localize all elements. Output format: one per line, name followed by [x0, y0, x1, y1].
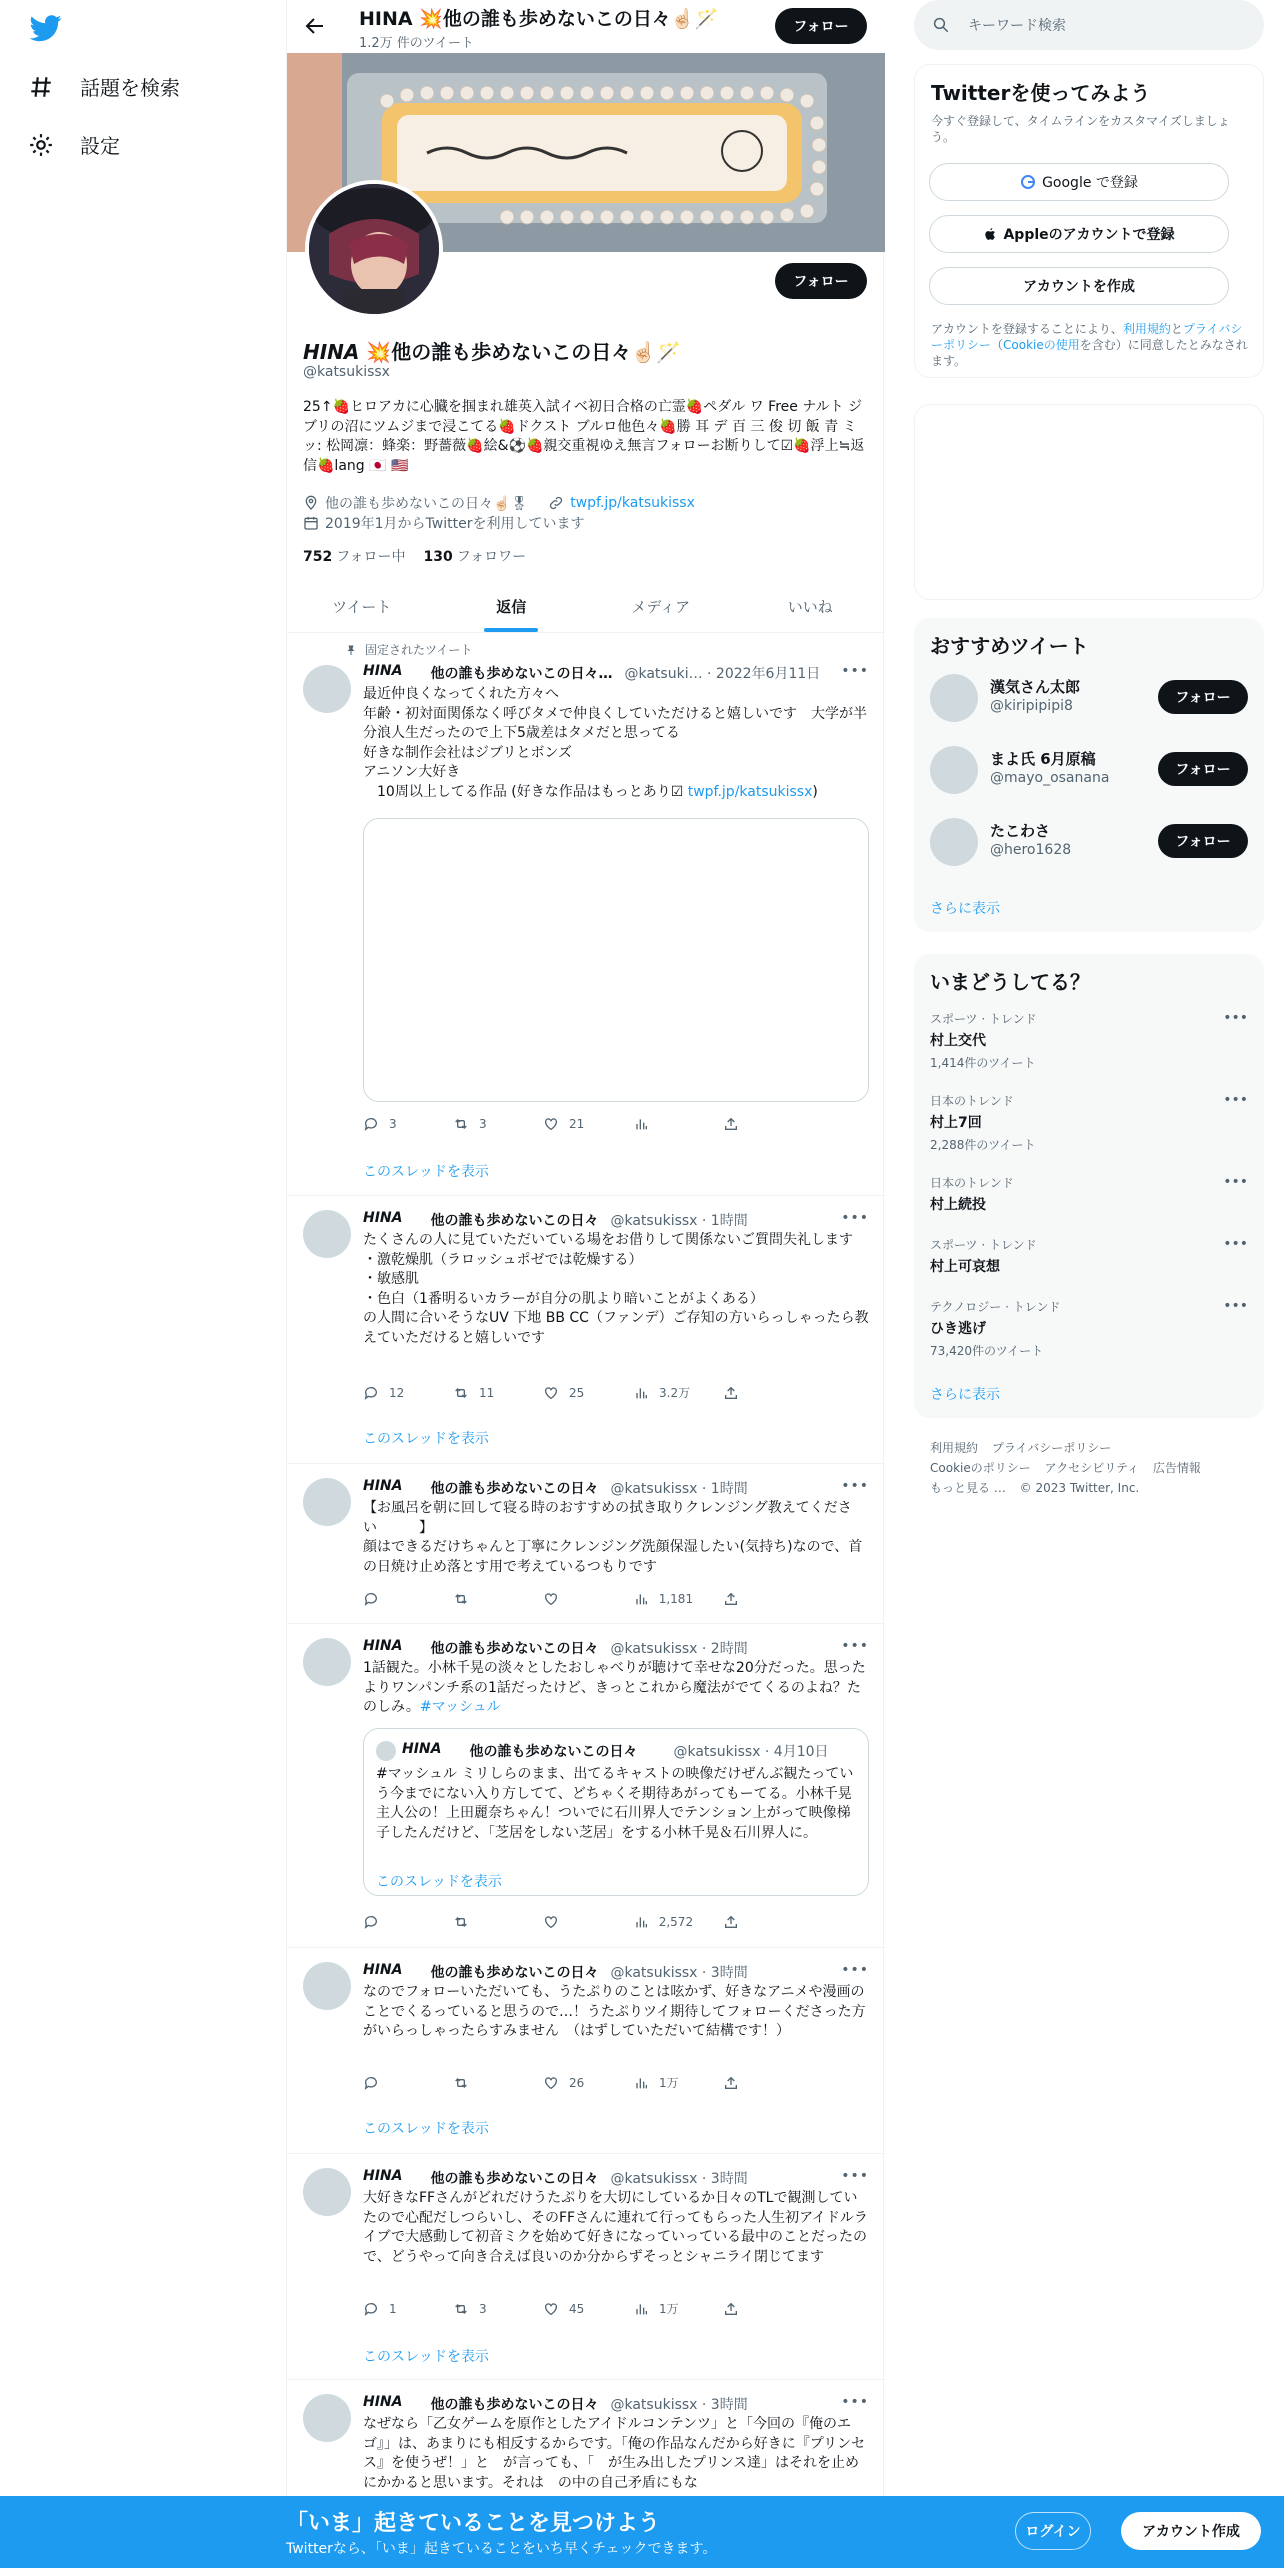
header-tweet-count: 1.2万 件のツイート — [359, 36, 474, 51]
tweet-header — [363, 1962, 869, 1982]
share-button[interactable] — [723, 1591, 783, 1607]
hashtag-icon — [28, 74, 54, 100]
footer-link[interactable]: 広告情報 — [1152, 1461, 1201, 1475]
create-account-button[interactable]: アカウントを作成 — [929, 267, 1229, 305]
like-button[interactable] — [543, 1914, 603, 1930]
reply-button[interactable] — [363, 1591, 423, 1607]
avatar[interactable] — [303, 2394, 351, 2442]
tweet-text — [363, 685, 869, 802]
tab-media[interactable]: メディア — [631, 597, 691, 616]
tweet-author-name[interactable]: 他の誰も歩めないこの日々 — [430, 1213, 599, 1229]
pinned-indicator — [363, 641, 472, 658]
share-icon — [723, 1591, 739, 1607]
tweet-author-italic[interactable]: HINA — [363, 663, 403, 679]
profile-follow-button[interactable]: フォロー — [775, 263, 867, 299]
pinned-label: 固定されたツイート — [365, 643, 473, 657]
quote-meta: @katsukissx · 4月10日 — [673, 1744, 829, 1760]
tweet-line: たくさんの人に見ていただいている場をお借りして関係ないご質問失礼します — [363, 1232, 853, 1248]
search-icon — [932, 16, 950, 34]
more-options-icon[interactable]: ••• — [841, 1638, 869, 1654]
google-icon — [1020, 174, 1036, 190]
tweet-text — [363, 1231, 869, 1348]
tweet-actions — [363, 2074, 783, 2091]
trend-title: 村上可哀想 — [930, 1259, 1000, 1275]
location-icon — [303, 495, 319, 511]
avatar[interactable] — [303, 665, 351, 713]
copyright: © 2023 Twitter, Inc. — [1019, 1481, 1140, 1495]
legal-prefix: アカウントを登録することにより、 — [931, 322, 1123, 336]
recommend-user-handle: @kiripipipi8 — [990, 698, 1073, 714]
tweet-actions — [363, 1116, 783, 1132]
footer-link[interactable]: 利用規約 — [930, 1441, 979, 1455]
heart-icon — [543, 2301, 559, 2317]
followers-label: フォロワー — [456, 549, 527, 565]
trends-show-more-link[interactable]: さらに表示 — [930, 1387, 1000, 1403]
tweet-line: 大好きなFFさんがどれだけうたぷりを大切にしているか日々のTLで観測していたので心配だしつらいし、そのFFさんに連れて行ってもらった人生初アイドルライブで大感動して初音ミクを始めて好きになっていっている最中のことだったので、どうやって向き合えば良いのか分からずそっとシャニライ閉じてます — [363, 2190, 868, 2265]
profile-website-link[interactable]: twpf.jp/katsukissx — [570, 495, 695, 511]
tab-likes[interactable]: いいね — [787, 597, 833, 616]
profile-joined-row — [303, 513, 584, 533]
tweet-text — [363, 1659, 869, 1718]
footer-link[interactable]: もっと見る … — [930, 1481, 1006, 1495]
retweet-button[interactable] — [453, 1914, 513, 1930]
tweet-header — [363, 1638, 869, 1658]
google-signup-button[interactable] — [929, 163, 1229, 201]
hashtag-link[interactable]: #マッシュル — [419, 1699, 501, 1715]
recommend-follow-button[interactable]: フォロー — [1158, 824, 1248, 858]
tweet-author-name[interactable]: 他の誰も歩めないこの日々 — [430, 1965, 599, 1981]
tweet-line: ・激乾燥肌（ラロッシュポゼでは乾燥する） — [363, 1251, 643, 1268]
tweet-line: アニソン大好き — [363, 764, 461, 780]
tweet-line: なのでフォローいただいても、うたぷりのことは呟かず、好きなアニメや漫画のことでくるっていると思うので…！うたぷりツイ期待してフォローくださった方がいらっしゃったらすみません （はずしていただいて結構です！） — [363, 1984, 866, 2039]
recommend-follow-button[interactable]: フォロー — [1158, 752, 1248, 786]
tweet-meta[interactable]: @katsukissx · 1時間 — [610, 1213, 748, 1229]
tab-tweets[interactable]: ツイート — [332, 597, 392, 616]
nav-explore[interactable] — [28, 72, 180, 101]
reply-button[interactable] — [363, 1384, 423, 1401]
like-count: 26 — [569, 2075, 585, 2090]
tweet-header — [363, 663, 869, 683]
signup-banner — [0, 2496, 1284, 2568]
trends-title: いまどうしてる？ — [930, 970, 1090, 994]
reply-icon — [363, 2301, 379, 2317]
share-button[interactable] — [723, 1116, 783, 1132]
legal-suffix: を含む）に同意したとみなされます。 — [931, 338, 1248, 368]
terms-link[interactable]: 利用規約 — [1122, 322, 1171, 336]
tweet-text — [363, 1499, 869, 1577]
tweet-item[interactable] — [287, 633, 885, 1196]
header-title: HINA 💥他の誰も歩めないこの日々☝🏻🪄 — [359, 8, 719, 30]
apple-signup-button[interactable] — [929, 215, 1229, 253]
more-options-icon[interactable]: ••• — [841, 1210, 869, 1226]
heart-icon — [543, 1591, 559, 1607]
like-button[interactable] — [543, 1116, 603, 1132]
tweet-author-name[interactable]: 他の誰も歩めないこの日々… — [430, 666, 613, 682]
more-options-icon[interactable]: ••• — [1223, 1092, 1248, 1108]
trend-count: 1,414件のツイート — [930, 1056, 1036, 1070]
tweet-line-suffix: ) — [812, 783, 818, 800]
views-button[interactable] — [633, 1384, 693, 1401]
reply-icon — [363, 1914, 379, 1930]
trend-item[interactable] — [930, 1092, 1248, 1153]
heart-icon — [543, 2075, 559, 2091]
legal-paren: （ — [991, 338, 1004, 352]
heart-icon — [543, 1914, 559, 1930]
login-button[interactable]: ログイン — [1015, 2512, 1091, 2550]
share-icon — [723, 2075, 739, 2091]
tweet-author-name[interactable]: 他の誰も歩めないこの日々 — [430, 1641, 599, 1657]
legal-mid: と — [1170, 322, 1183, 336]
view-count: 3.2万 — [659, 1386, 691, 1400]
show-thread-link[interactable]: このスレッドを表示 — [363, 1164, 489, 1180]
tweet-meta[interactable]: @katsukissx · 2時間 — [610, 1641, 748, 1657]
reply-button[interactable] — [363, 1914, 423, 1930]
left-navigation — [0, 0, 286, 2568]
tweet-author-name[interactable]: 他の誰も歩めないこの日々 — [430, 2397, 599, 2413]
more-options-icon[interactable]: ••• — [1223, 1236, 1248, 1252]
trend-title: 村上交代 — [930, 1033, 986, 1049]
tweet-line-text: 10周以上してる作品 (好きな作品はもっとあり☑ — [363, 783, 688, 800]
trend-count: 73,420件のツイート — [930, 1344, 1044, 1358]
back-arrow-icon[interactable] — [303, 14, 327, 38]
tweet-line: ・敏感肌 — [363, 1271, 419, 1287]
share-button[interactable] — [723, 1384, 783, 1401]
retweet-icon — [453, 1591, 469, 1607]
followers-count: 130 — [423, 549, 453, 565]
main-column — [286, 0, 884, 2568]
reply-count: 12 — [389, 1385, 405, 1400]
share-icon — [723, 1385, 739, 1401]
retweet-button[interactable] — [453, 1384, 513, 1401]
tweet-author-name[interactable]: 他の誰も歩めないこの日々 — [430, 2171, 599, 2187]
tweet-header — [363, 2394, 869, 2414]
reply-button[interactable] — [363, 2074, 423, 2091]
more-options-icon[interactable]: ••• — [1223, 1010, 1248, 1026]
trend-category: 日本のトレンド — [930, 1176, 1014, 1190]
views-button[interactable] — [633, 2074, 693, 2091]
profile-avatar[interactable] — [305, 180, 443, 318]
google-signup-label: Google で登録 — [1042, 175, 1138, 191]
share-button[interactable] — [723, 1914, 783, 1930]
twitter-logo-icon[interactable] — [28, 12, 64, 44]
recommend-show-more-link[interactable]: さらに表示 — [930, 901, 1000, 917]
show-thread-link[interactable]: このスレッドを表示 — [363, 2349, 489, 2365]
tweet-line: 好きな制作会社はジブリとボンズ — [363, 744, 573, 761]
header-follow-button[interactable]: フォロー — [775, 8, 867, 44]
privacy-link[interactable]: プライバシーポリシー — [931, 322, 1243, 352]
footer-links — [930, 1438, 1248, 1498]
tweet-author-name[interactable]: 他の誰も歩めないこの日々 — [430, 1481, 599, 1497]
tweet-item[interactable] — [287, 1196, 885, 1464]
signup-button[interactable]: アカウント作成 — [1121, 2512, 1261, 2550]
trend-category: 日本のトレンド — [930, 1094, 1014, 1108]
avatar[interactable] — [930, 674, 978, 722]
tweet-line: 年齢・初対面関係なく呼びタメで仲良くしていただけると嬉しいです 大学が半分浪人生だったので上下5歳差はタメだと思ってる — [363, 705, 867, 741]
recommend-user-name: 漢気さん太郎 — [990, 678, 1081, 696]
retweet-icon — [453, 1914, 469, 1930]
tweet-meta[interactable]: @katsuki… · 2022年6月11日 — [624, 666, 821, 682]
tab-replies[interactable]: 返信 — [437, 580, 587, 632]
tweet-actions — [363, 1384, 783, 1401]
tweet-header — [363, 1210, 869, 1230]
following-stat[interactable] — [303, 546, 406, 566]
profile-header-bar — [287, 0, 885, 53]
views-button[interactable] — [633, 1591, 693, 1607]
tweet-media[interactable] — [363, 818, 869, 1102]
profile-name — [303, 336, 681, 365]
more-options-icon[interactable]: ••• — [841, 2168, 869, 2184]
banner-title: 「いま」起きていることを見つけよう — [286, 2511, 661, 2536]
quote-author-italic: HINA — [402, 1741, 442, 1757]
tweet-line: 顔はできるだけちゃんと丁寧にクレンジング洗顔保湿したい(気持ち)なので、首の日焼け止め落とす用で考えているつもりです — [363, 1539, 863, 1575]
share-button[interactable] — [723, 2300, 783, 2317]
tweet-meta[interactable]: @katsukissx · 1時間 — [610, 1481, 748, 1497]
tweet-line: 1話観た。小林千晃の淡々としたおしゃべりが聴けて幸せな20分だった。思ったよりワンパンチ系の1話だったけど、きっとこれから魔法がでてくるのよね？たのしみ。 — [363, 1660, 866, 1715]
views-button[interactable] — [633, 2300, 693, 2317]
view-count: 1,181 — [658, 1592, 694, 1606]
apple-icon — [983, 226, 997, 242]
tweet-line: の人間に合いそうなUV 下地 BB CC（ファンデ）ご存知の方いらっしゃったら教えていただけると嬉しいです — [363, 1310, 869, 1346]
recommend-user[interactable] — [930, 814, 1248, 868]
recommend-follow-button[interactable]: フォロー — [1158, 680, 1248, 714]
reply-icon — [363, 2075, 379, 2091]
retweet-button[interactable] — [453, 1116, 513, 1132]
trend-title: ひき逃げ — [930, 1321, 986, 1337]
show-thread-link[interactable]: このスレッドを表示 — [363, 2121, 489, 2137]
like-button[interactable] — [543, 1384, 603, 1401]
retweet-icon — [453, 2301, 469, 2317]
trend-item[interactable] — [930, 1298, 1248, 1359]
retweet-icon — [453, 2075, 469, 2091]
tweet-author-italic[interactable]: HINA — [363, 2394, 403, 2410]
footer-link[interactable]: アクセシビリティ — [1044, 1461, 1140, 1475]
retweet-count: 11 — [479, 1385, 495, 1400]
tweet-text — [363, 2415, 869, 2493]
like-count: 45 — [569, 2301, 585, 2316]
view-count: 2,572 — [658, 1915, 694, 1929]
heart-icon — [543, 1385, 559, 1401]
tweet-actions — [363, 2300, 783, 2317]
profile-name-rest: 💥他の誰も歩めないこの日々☝🏻🪄 — [359, 340, 682, 364]
avatar-image — [309, 184, 439, 314]
views-icon — [633, 2075, 649, 2091]
nav-settings[interactable] — [28, 130, 120, 159]
tweet-author-italic[interactable]: HINA — [363, 1638, 403, 1654]
profile-location: 他の誰も歩めないこの日々☝🏻🎖 — [325, 496, 529, 512]
trend-title: 村上7回 — [930, 1115, 982, 1131]
avatar[interactable] — [930, 746, 978, 794]
footer-link[interactable]: プライバシーポリシー — [991, 1441, 1112, 1455]
tweet-meta[interactable]: @katsukissx · 3時間 — [610, 2397, 748, 2413]
trend-category: テクノロジー · トレンド — [930, 1300, 1061, 1314]
retweet-button[interactable] — [453, 2074, 513, 2091]
quote-avatar — [376, 1741, 396, 1761]
profile-handle: @katsukissx — [303, 364, 390, 380]
more-options-icon[interactable]: ••• — [841, 663, 869, 679]
following-label: フォロー中 — [336, 549, 406, 565]
views-icon — [633, 1591, 649, 1607]
tweet-line — [363, 783, 869, 803]
share-button[interactable] — [723, 2074, 783, 2091]
quote-author-name: 他の誰も歩めないこの日々 — [469, 1744, 638, 1760]
footer-link[interactable]: Cookieのポリシー — [930, 1461, 1031, 1475]
tweet-line: なぜなら「乙女ゲームを原作としたアイドルコンテンツ」と「今回の『俺のエゴ』」は、あまりにも相反するからです。「俺の作品なんだから好きに『プリンセス』を使うぜ！」と が言っても、「 が生み出したプリンス達」はそれを止めにかかると思います。それは の中の自己矛盾にもな — [363, 2416, 866, 2491]
avatar[interactable] — [303, 1638, 351, 1686]
quoted-tweet[interactable] — [363, 1728, 869, 1896]
pin-icon — [345, 644, 357, 656]
followers-stat[interactable] — [424, 546, 527, 566]
views-button[interactable] — [633, 1914, 693, 1930]
trend-item[interactable] — [930, 1010, 1248, 1071]
views-icon — [633, 1914, 649, 1930]
retweet-icon — [453, 1385, 469, 1401]
share-icon — [723, 2301, 739, 2317]
like-count: 25 — [569, 1385, 585, 1400]
reply-count: 3 — [389, 1117, 397, 1131]
tweet-header — [363, 2168, 869, 2188]
retweet-button[interactable] — [453, 2300, 513, 2317]
tweet-text — [363, 1983, 869, 2042]
profile-bio: 25↑🍓ヒロアカに心臓を掴まれ雄英入試イベ初日合格の亡霊🍓ペダル ワ Free ナルト ジブリの沼にツムジまで浸こてる🍓ドクスト ブルロ他色々🍓勝 耳 デ 百 三 俊 切 飯 青 ミッ: 松岡凛：蜂楽：野薔薇🍓絵&⚽🍓親交重視ゆえ無言フォローお断りして☑🍓浮上≒返信🍓lang 🇯🇵 🇺🇸 — [303, 399, 865, 474]
quote-show-thread-link[interactable]: このスレッドを表示 — [376, 1874, 502, 1890]
tweet-meta[interactable]: @katsukissx · 3時間 — [610, 2171, 748, 2187]
tweet-line: 最近仲良くなってくれた方々へ — [363, 686, 559, 702]
like-count: 21 — [569, 1117, 585, 1131]
views-button[interactable] — [633, 1116, 693, 1132]
more-options-icon[interactable]: ••• — [1223, 1174, 1248, 1190]
recommend-user-name: たこわさ — [990, 822, 1051, 840]
recommend-title: おすすめツイート — [930, 634, 1089, 658]
recommend-card — [914, 618, 1264, 932]
tweet-author-italic[interactable]: HINA — [363, 1962, 403, 1978]
more-options-icon[interactable]: ••• — [841, 2394, 869, 2410]
tweet-item[interactable] — [287, 1624, 885, 1948]
tweet-item[interactable] — [287, 1464, 885, 1624]
apple-signup-label: Appleのアカウントで登録 — [1003, 227, 1175, 243]
avatar[interactable] — [930, 818, 978, 866]
calendar-icon — [303, 515, 319, 531]
reply-icon — [363, 1385, 379, 1401]
views-icon — [633, 2301, 649, 2317]
trend-title: 村上続投 — [930, 1197, 986, 1213]
recommend-user[interactable] — [930, 742, 1248, 796]
tweet-actions — [363, 1914, 783, 1930]
trend-count: 2,288件のツイート — [930, 1138, 1036, 1152]
tweet-item[interactable] — [287, 1948, 885, 2154]
heart-icon — [543, 1116, 559, 1132]
search-box[interactable] — [914, 0, 1264, 50]
recommend-user[interactable] — [930, 670, 1248, 724]
tweet-item[interactable] — [287, 2154, 885, 2380]
retweet-count: 3 — [479, 2301, 487, 2316]
like-button[interactable] — [543, 1591, 603, 1607]
more-options-icon[interactable]: ••• — [841, 1478, 869, 1494]
reply-button[interactable] — [363, 2300, 423, 2317]
more-options-icon[interactable]: ••• — [1223, 1298, 1248, 1314]
tweet-header — [363, 1478, 869, 1498]
recommend-user-handle: @hero1628 — [990, 842, 1072, 858]
trend-item[interactable] — [930, 1236, 1248, 1276]
trends-card — [914, 954, 1264, 1418]
retweet-count: 3 — [479, 1117, 487, 1131]
profile-meta-row — [303, 493, 695, 513]
tweet-author-italic[interactable]: HINA — [363, 2168, 403, 2184]
more-options-icon[interactable]: ••• — [841, 1962, 869, 1978]
avatar[interactable] — [303, 1210, 351, 1258]
tweet-line: ・色白（1番明るいカラーが自分の肌より暗いことがよくある） — [363, 1290, 764, 1307]
tweet-line: 【お風呂を朝に回して寝る時のおすすめの拭き取りクレンジング教えてください 】 — [363, 1500, 852, 1536]
following-count: 752 — [303, 549, 333, 565]
trend-item[interactable] — [930, 1174, 1248, 1214]
link-icon — [548, 495, 564, 511]
tweet-meta[interactable]: @katsukissx · 3時間 — [610, 1965, 748, 1981]
profile-tabs — [287, 580, 885, 633]
view-count: 1万 — [659, 2302, 679, 2316]
tweet-link[interactable]: twpf.jp/katsukissx — [687, 783, 813, 800]
avatar[interactable] — [303, 1478, 351, 1526]
reply-count: 1 — [389, 2301, 397, 2316]
views-icon — [633, 1385, 649, 1401]
empty-card — [914, 404, 1264, 600]
reply-icon — [363, 1116, 379, 1132]
signup-card — [914, 64, 1264, 378]
nav-settings-label: 設定 — [80, 134, 120, 158]
like-button[interactable] — [543, 2300, 603, 2317]
avatar[interactable] — [303, 2168, 351, 2216]
tweet-actions — [363, 1591, 783, 1607]
retweet-button[interactable] — [453, 1591, 513, 1607]
nav-explore-label: 話題を検索 — [80, 76, 180, 100]
tweet-author-italic[interactable]: HINA — [363, 1210, 403, 1226]
quote-text: #マッシュル ミリしらのまま、出てるキャストの映像だけぜんぶ観たっていう今までにない入り方してて、どちゃくそ期待あがってもーてる。小林千晃主人公の！上田麗奈ちゃん！ついでに石川界人でテンション上がって映像梯子したんだけど、「芝居をしない芝居」をする小林千晃＆石川界人に。 — [376, 1766, 854, 1841]
quote-header — [402, 1741, 858, 1761]
view-count: 1万 — [659, 2076, 679, 2090]
profile-stats — [303, 546, 526, 566]
trend-category: スポーツ · トレンド — [930, 1238, 1037, 1252]
profile-name-italic: HINA — [303, 340, 360, 364]
tweet-author-italic[interactable]: HINA — [363, 1478, 403, 1494]
retweet-icon — [453, 1116, 469, 1132]
show-thread-link[interactable]: このスレッドを表示 — [363, 1431, 489, 1447]
gear-icon — [28, 132, 54, 158]
share-icon — [723, 1914, 739, 1930]
reply-icon — [363, 1591, 379, 1607]
tweet-text — [363, 2189, 869, 2267]
signup-subtitle: 今すぐ登録して、タイムラインをカスタマイズしましょう。 — [931, 114, 1230, 144]
profile-joined: 2019年1月からTwitterを利用しています — [325, 516, 585, 532]
views-icon — [633, 1116, 649, 1132]
banner-subtitle: Twitterなら、「いま」起きていることをいち早くチェックできます。 — [286, 2541, 717, 2557]
recommend-user-handle: @mayo_osanana — [990, 770, 1110, 786]
like-button[interactable] — [543, 2074, 603, 2091]
signup-legal-text — [931, 321, 1249, 369]
signup-title: Twitterを使ってみよう — [931, 81, 1151, 105]
search-input[interactable]: キーワード検索 — [968, 18, 1066, 34]
reply-button[interactable] — [363, 1116, 423, 1132]
avatar[interactable] — [303, 1962, 351, 2010]
cookie-link[interactable]: Cookieの使用 — [1003, 338, 1080, 352]
trend-category: スポーツ · トレンド — [930, 1012, 1037, 1026]
recommend-user-name: まよ氏 6月原稿 — [990, 750, 1096, 768]
share-icon — [723, 1116, 739, 1132]
